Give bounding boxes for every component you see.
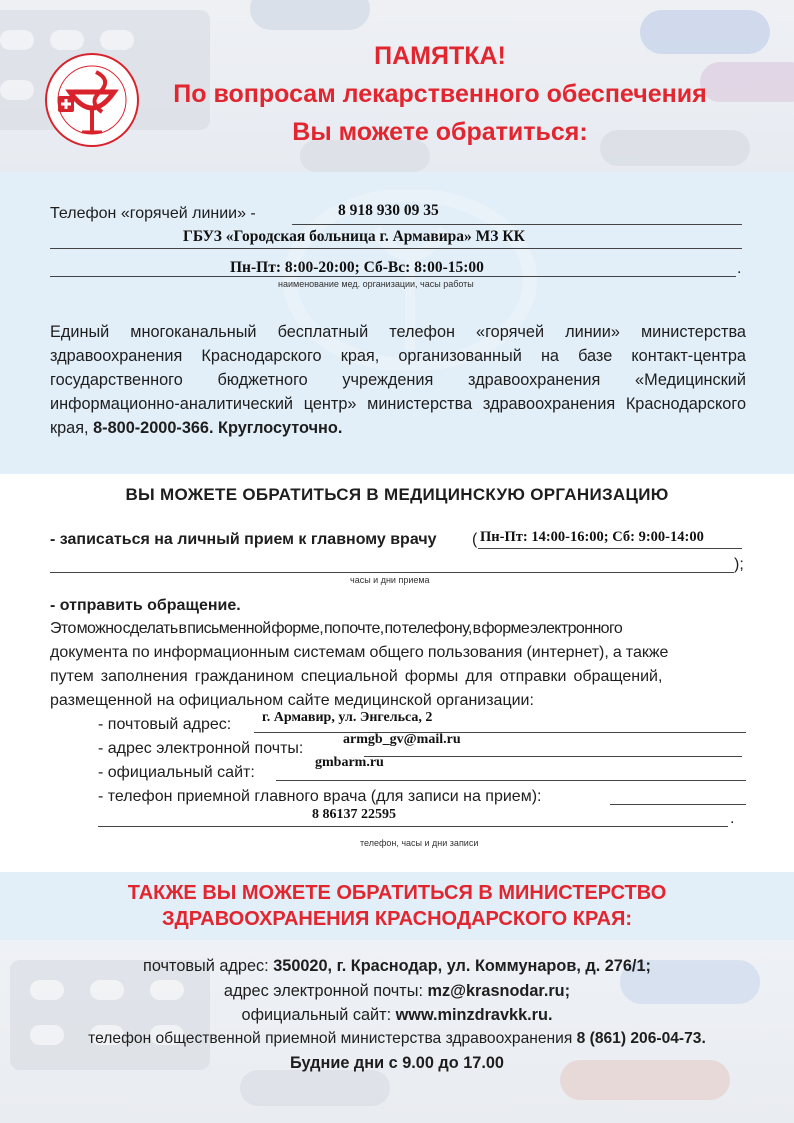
- hotline-phone-field: [292, 224, 742, 225]
- ministry-phone-value: 8 (861) 206-04-73.: [576, 1030, 706, 1047]
- ministry-health-emblem-icon: [44, 52, 140, 148]
- ministry-site: [0, 1006, 794, 1025]
- appeal-text-3: путем заполнения гражданином специальной формы для отправки обращений,: [50, 668, 663, 685]
- hours-caption: наименование мед. организации, часы работы: [278, 279, 474, 289]
- appointment-caption: часы и дни приема: [350, 575, 430, 585]
- ministry-email-value[interactable]: mz@krasnodar.ru;: [427, 982, 571, 1000]
- medical-org-title: ВЫ МОЖЕТЕ ОБРАТИТЬСЯ В МЕДИЦИНСКУЮ ОРГАНИЗАЦИЮ: [125, 485, 669, 504]
- reception-phone-label: - телефон приемной главного врача (для записи на прием):: [98, 788, 542, 805]
- reception-caption: телефон, часы и дни записи: [360, 838, 479, 848]
- unified-hotline-text: Единый многоканальный бесплатный телефон «горячей линии» министерства здравоохранения Краснодарского края, организованный на базе контакт-центра государственного бюджетного учреждения здравоохранения «Медицинский информационно-аналитический центр» министерства здравоохранения Краснодарского края,: [50, 323, 746, 437]
- reception-phone-value: 8 86137 22595: [312, 807, 396, 822]
- appointment-label: - записаться на личный прием к главному врачу: [50, 531, 437, 548]
- memo-title: ПАМЯТКА!: [374, 42, 506, 70]
- appointment-value: Пн-Пт: 14:00-16:00; Сб: 9:00-14:00: [480, 529, 704, 545]
- postal-address-value: г. Армавир, ул. Энгельса, 2: [262, 710, 433, 725]
- email-label: - адрес электронной почты:: [98, 740, 304, 757]
- ministry-postal: [0, 957, 794, 976]
- hours-value: Пн-Пт: 8:00-20:00; Сб-Вс: 8:00-15:00: [230, 259, 484, 276]
- ministry-hours: Будние дни с 9.00 до 17.00: [290, 1054, 504, 1072]
- appointment-field-1: [478, 548, 742, 549]
- organization-field: [50, 248, 742, 249]
- appointment-field-2: [50, 572, 734, 573]
- ministry-site-label: официальный сайт:: [241, 1006, 392, 1024]
- reception-phone-field-2: [98, 826, 728, 827]
- site-field: [276, 780, 746, 781]
- reception-phone-field-1: [610, 804, 746, 805]
- email-field: [364, 756, 742, 757]
- ministry-phone: [0, 1030, 794, 1048]
- unified-hotline-paragraph: [50, 320, 746, 440]
- reception-end-mark: .: [730, 810, 735, 827]
- ministry-email: [0, 982, 794, 1001]
- hotline-label: Телефон «горячей линии» -: [50, 205, 256, 222]
- hotline-phone-value: 8 918 930 09 35: [338, 202, 439, 219]
- pill-decoration: [250, 0, 370, 30]
- appointment-open-paren: (: [472, 531, 478, 548]
- appeal-text-2: документа по информационным системам общего пользования (интернет), а также: [50, 644, 669, 661]
- postal-address-field: [254, 732, 746, 733]
- pill-decoration: [240, 1070, 390, 1106]
- organization-value: ГБУЗ «Городская больница г. Армавира» МЗ КК: [183, 228, 525, 245]
- ministry-title-line1: ТАКЖЕ ВЫ МОЖЕТЕ ОБРАТИТЬСЯ В МИНИСТЕРСТВО: [127, 882, 667, 904]
- appeal-text-1: Это можно сделать в письменной форме, по почте, по телефону, в форме электронного: [50, 620, 623, 637]
- ministry-phone-label: телефон общественной приемной министерства здравоохранения: [88, 1030, 573, 1047]
- hours-end-mark: .: [737, 260, 742, 277]
- postal-address-label: - почтовый адрес:: [98, 716, 232, 733]
- appeal-text-4: размещенной на официальном сайте медицинской организации:: [50, 692, 534, 709]
- memo-subtitle-2: Вы можете обратиться:: [292, 118, 588, 146]
- ministry-postal-label: почтовый адрес:: [143, 957, 269, 975]
- site-label: - официальный сайт:: [98, 764, 255, 781]
- email-value: armgb_gv@mail.ru: [343, 732, 461, 747]
- ministry-title-line2: ЗДРАВООХРАНЕНИЯ КРАСНОДАРСКОГО КРАЯ:: [161, 908, 633, 930]
- ministry-site-value[interactable]: www.minzdravkk.ru.: [395, 1006, 553, 1024]
- site-value: gmbarm.ru: [315, 755, 384, 770]
- memo-subtitle: По вопросам лекарственного обеспечения: [173, 80, 707, 108]
- ministry-email-label: адрес электронной почты:: [223, 982, 423, 1000]
- appointment-close-paren: );: [734, 556, 744, 573]
- appeal-label: - отправить обращение.: [50, 597, 241, 614]
- unified-hotline-phone: 8-800-2000-366. Круглосуточно.: [93, 419, 343, 437]
- ministry-postal-value: 350020, г. Краснодар, ул. Коммунаров, д. 276/1;: [273, 957, 651, 975]
